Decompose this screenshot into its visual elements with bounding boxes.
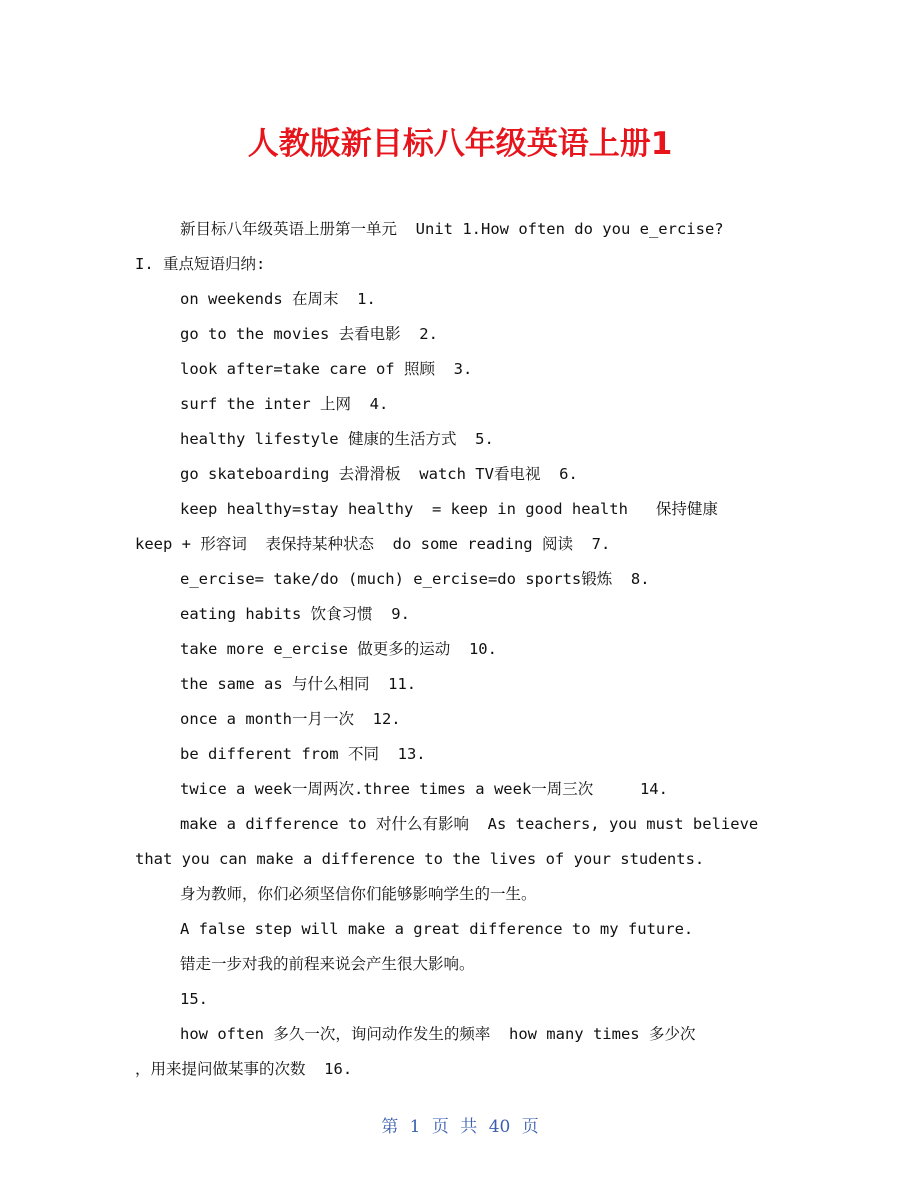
document-body — [135, 212, 775, 1087]
text-line: that you can make a difference to the lives of your students. — [135, 850, 705, 868]
text-line: on weekends 在周末 1. — [180, 290, 376, 308]
text-line: surf the inter 上网 4. — [180, 395, 389, 413]
text-line: be different from 不同 13. — [180, 745, 426, 763]
footer-total-pages: 40 — [488, 1117, 511, 1137]
text-line: look after=take care of 照顾 3. — [180, 360, 473, 378]
text-line: 身为教师，你们必须坚信你们能够影响学生的一生。 — [180, 885, 537, 903]
text-line: once a month一月一次 12. — [180, 710, 401, 728]
text-line: A false step will make a great difference to my future. — [180, 920, 694, 938]
text-line: take more e_ercise 做更多的运动 10. — [180, 640, 497, 658]
text-line: keep + 形容词 表保持某种状态 do some reading 阅读 7. — [135, 535, 611, 553]
text-line: healthy lifestyle 健康的生活方式 5. — [180, 430, 494, 448]
footer-label-of: 页 — [431, 1117, 449, 1137]
text-line: twice a week一周两次.three times a week一周三次 14. — [180, 780, 668, 798]
text-line: 15. — [180, 990, 208, 1008]
footer-label-total: 共 — [460, 1117, 478, 1137]
text-line: ，用来提问做某事的次数 16. — [135, 1060, 353, 1078]
page-footer — [0, 1112, 920, 1137]
text-line: make a difference to 对什么有影响 As teachers, you must believe — [180, 815, 759, 833]
text-line: keep healthy=stay healthy = keep in good health 保持健康 — [180, 500, 718, 518]
text-line: eating habits 饮食习惯 9. — [180, 605, 410, 623]
text-line: I. 重点短语归纳: — [135, 255, 266, 273]
footer-label-end: 页 — [521, 1117, 539, 1137]
text-line: go skateboarding 去滑滑板 watch TV看电视 6. — [180, 465, 578, 483]
text-line: go to the movies 去看电影 2. — [180, 325, 438, 343]
text-line: e_ercise= take/do (much) e_ercise=do sports锻炼 8. — [180, 570, 650, 588]
footer-page-number: 1 — [409, 1117, 421, 1137]
text-line: the same as 与什么相同 11. — [180, 675, 417, 693]
document-title: 人教版新目标八年级英语上册1 — [247, 126, 673, 162]
footer-label-page: 第 — [381, 1117, 399, 1137]
text-line: how often 多久一次，询问动作发生的频率 how many times 多少次 — [180, 1025, 696, 1043]
text-line: 新目标八年级英语上册第一单元 Unit 1.How often do you e_ercise? — [180, 220, 724, 238]
text-line: 错走一步对我的前程来说会产生很大影响。 — [180, 955, 475, 973]
